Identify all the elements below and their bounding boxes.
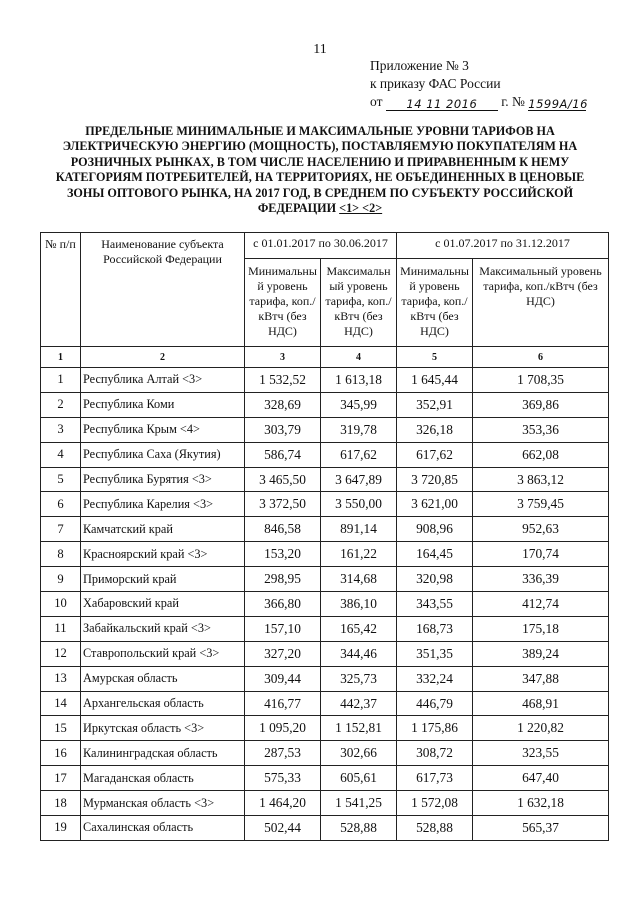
min-tariff-h2: 617,73 [397,766,473,791]
table-row [41,691,609,716]
table-row [41,666,609,691]
region-name: Приморский край [81,567,245,592]
title-notes: <1> <2> [339,201,383,216]
row-number: 5 [41,467,81,492]
min-tariff-h2: 617,62 [397,442,473,467]
max-tariff-h2: 565,37 [473,816,609,841]
min-tariff-h1: 586,74 [245,442,321,467]
column-index: 2 [81,347,245,368]
number-prefix: г. № [501,94,525,109]
max-tariff-h1: 3 550,00 [321,492,397,517]
table-row [41,741,609,766]
table-row [41,442,609,467]
row-number: 15 [41,716,81,741]
max-tariff-h2: 336,39 [473,567,609,592]
min-tariff-h1: 1 095,20 [245,716,321,741]
row-number: 14 [41,691,81,716]
row-number: 4 [41,442,81,467]
max-tariff-h2: 170,74 [473,542,609,567]
region-name: Красноярский край <3> [81,542,245,567]
min-tariff-h2: 3 621,00 [397,492,473,517]
min-tariff-h1: 309,44 [245,666,321,691]
max-tariff-h1: 1 152,81 [321,716,397,741]
max-tariff-h2: 369,86 [473,392,609,417]
region-name: Забайкальский край <3> [81,616,245,641]
max-tariff-h2: 662,08 [473,442,609,467]
min-tariff-h2: 1 572,08 [397,791,473,816]
max-tariff-h1: 314,68 [321,567,397,592]
date-prefix: от [370,94,383,109]
appendix-date-line [370,93,586,111]
min-tariff-h2: 168,73 [397,616,473,641]
min-tariff-h1: 3 372,50 [245,492,321,517]
column-index: 4 [321,347,397,368]
max-tariff-h1: 528,88 [321,816,397,841]
min-tariff-h2: 446,79 [397,691,473,716]
table-row [41,766,609,791]
table-row [41,592,609,617]
document-title [44,124,596,216]
appendix-title: Приложение № 3 [370,58,469,73]
max-tariff-h1: 165,42 [321,616,397,641]
table-row [41,616,609,641]
min-tariff-h1: 153,20 [245,542,321,567]
header-min-tariff-period-1: Минимальны й уровень тарифа, коп./кВтч (без НДС) [245,259,321,347]
handwritten-number: 1599А/16 [528,97,588,111]
row-number: 10 [41,592,81,617]
header-max-tariff-period-1: Максимальн ый уровень тарифа, коп./кВтч (без НДС) [321,259,397,347]
header-period-1: с 01.01.2017 по 30.06.2017 [245,233,397,259]
appendix-order: к приказу ФАС России [370,76,501,91]
row-number: 19 [41,816,81,841]
table-row [41,467,609,492]
max-tariff-h2: 1 708,35 [473,368,609,393]
max-tariff-h1: 1 613,18 [321,368,397,393]
max-tariff-h2: 647,40 [473,766,609,791]
region-name: Иркутская область <3> [81,716,245,741]
table-row [41,392,609,417]
min-tariff-h2: 1 645,44 [397,368,473,393]
row-number: 8 [41,542,81,567]
table-row [41,368,609,393]
region-name: Ставропольский край <3> [81,641,245,666]
max-tariff-h2: 3 759,45 [473,492,609,517]
table-row [41,716,609,741]
min-tariff-h2: 308,72 [397,741,473,766]
max-tariff-h1: 617,62 [321,442,397,467]
max-tariff-h1: 386,10 [321,592,397,617]
max-tariff-h1: 605,61 [321,766,397,791]
min-tariff-h1: 157,10 [245,616,321,641]
max-tariff-h2: 412,74 [473,592,609,617]
min-tariff-h1: 3 465,50 [245,467,321,492]
header-min-tariff-period-2: Минимальны й уровень тарифа, коп./кВтч (без НДС) [397,259,473,347]
page-number: 11 [313,42,327,57]
max-tariff-h2: 3 863,12 [473,467,609,492]
row-number: 9 [41,567,81,592]
table-row [41,816,609,841]
column-index-row [41,347,609,368]
region-name: Сахалинская область [81,816,245,841]
region-name: Камчатский край [81,517,245,542]
column-index: 5 [397,347,473,368]
region-name: Архангельская область [81,691,245,716]
max-tariff-h1: 302,66 [321,741,397,766]
min-tariff-h1: 416,77 [245,691,321,716]
min-tariff-h2: 3 720,85 [397,467,473,492]
min-tariff-h1: 298,95 [245,567,321,592]
row-number: 6 [41,492,81,517]
min-tariff-h1: 575,33 [245,766,321,791]
min-tariff-h2: 164,45 [397,542,473,567]
region-name: Республика Коми [81,392,245,417]
table-row [41,417,609,442]
row-number: 12 [41,641,81,666]
title-text: ПРЕДЕЛЬНЫЕ МИНИМАЛЬНЫЕ И МАКСИМАЛЬНЫЕ УРОВНИ ТАРИФОВ НА ЭЛЕКТРИЧЕСКУЮ ЭНЕРГИЮ (МОЩНОСТЬ), ПОСТАВЛЯЕМУЮ ПОКУПАТЕЛЯМ НА РОЗНИЧНЫХ РЫНКАХ, В ТОМ ЧИСЛЕ НАСЕЛЕНИЮ И ПРИРАВНЕННЫМ К НЕМУ КАТЕГОРИЯМ ПОТРЕБИТЕЛЕЙ, НА ТЕРРИТОРИЯХ, НЕ ОБЪЕДИНЕННЫХ В ЦЕНОВЫЕ ЗОНЫ ОПТОВОГО РЫНКА, НА 2017 ГОД, В СРЕДНЕМ ПО СУБЪЕКТУ РОССИЙСКОЙ ФЕДЕРАЦИИ [55,124,585,216]
header-number: № п/п [41,233,81,347]
max-tariff-h1: 161,22 [321,542,397,567]
min-tariff-h1: 366,80 [245,592,321,617]
appendix-block [370,57,586,111]
table-row [41,567,609,592]
max-tariff-h1: 344,46 [321,641,397,666]
table-row [41,492,609,517]
max-tariff-h2: 175,18 [473,616,609,641]
column-index: 6 [473,347,609,368]
region-name: Мурманская область <3> [81,791,245,816]
row-number: 7 [41,517,81,542]
region-name: Республика Бурятия <3> [81,467,245,492]
table-row [41,641,609,666]
max-tariff-h1: 325,73 [321,666,397,691]
tariff-table [40,232,609,841]
region-name: Амурская область [81,666,245,691]
max-tariff-h2: 389,24 [473,641,609,666]
max-tariff-h1: 3 647,89 [321,467,397,492]
region-name: Республика Саха (Якутия) [81,442,245,467]
max-tariff-h1: 345,99 [321,392,397,417]
handwritten-date: 14 11 2016 [386,95,498,111]
min-tariff-h2: 332,24 [397,666,473,691]
min-tariff-h2: 908,96 [397,517,473,542]
min-tariff-h2: 326,18 [397,417,473,442]
min-tariff-h2: 320,98 [397,567,473,592]
max-tariff-h2: 468,91 [473,691,609,716]
max-tariff-h2: 323,55 [473,741,609,766]
region-name: Республика Карелия <3> [81,492,245,517]
row-number: 1 [41,368,81,393]
region-name: Республика Алтай <3> [81,368,245,393]
column-index: 3 [245,347,321,368]
max-tariff-h2: 1 632,18 [473,791,609,816]
region-name: Магаданская область [81,766,245,791]
row-number: 11 [41,616,81,641]
tariff-rows [41,368,609,841]
min-tariff-h2: 351,35 [397,641,473,666]
column-index: 1 [41,347,81,368]
min-tariff-h1: 1 532,52 [245,368,321,393]
row-number: 18 [41,791,81,816]
region-name: Республика Крым <4> [81,417,245,442]
min-tariff-h1: 327,20 [245,641,321,666]
row-number: 3 [41,417,81,442]
max-tariff-h1: 319,78 [321,417,397,442]
max-tariff-h2: 353,36 [473,417,609,442]
min-tariff-h1: 303,79 [245,417,321,442]
table-row [41,517,609,542]
header-region-name: Наименование субъекта Российской Федерации [81,233,245,347]
min-tariff-h1: 846,58 [245,517,321,542]
table-row [41,542,609,567]
min-tariff-h2: 352,91 [397,392,473,417]
max-tariff-h1: 891,14 [321,517,397,542]
max-tariff-h2: 347,88 [473,666,609,691]
region-name: Калининградская область [81,741,245,766]
min-tariff-h1: 328,69 [245,392,321,417]
min-tariff-h1: 287,53 [245,741,321,766]
min-tariff-h1: 502,44 [245,816,321,841]
max-tariff-h2: 1 220,82 [473,716,609,741]
row-number: 17 [41,766,81,791]
max-tariff-h1: 442,37 [321,691,397,716]
region-name: Хабаровский край [81,592,245,617]
row-number: 16 [41,741,81,766]
header-period-2: с 01.07.2017 по 31.12.2017 [397,233,609,259]
min-tariff-h2: 1 175,86 [397,716,473,741]
min-tariff-h1: 1 464,20 [245,791,321,816]
min-tariff-h2: 528,88 [397,816,473,841]
min-tariff-h2: 343,55 [397,592,473,617]
row-number: 13 [41,666,81,691]
table-row [41,791,609,816]
max-tariff-h1: 1 541,25 [321,791,397,816]
max-tariff-h2: 952,63 [473,517,609,542]
header-max-tariff-period-2: Максимальный уровень тарифа, коп./кВтч (без НДС) [473,259,609,347]
row-number: 2 [41,392,81,417]
